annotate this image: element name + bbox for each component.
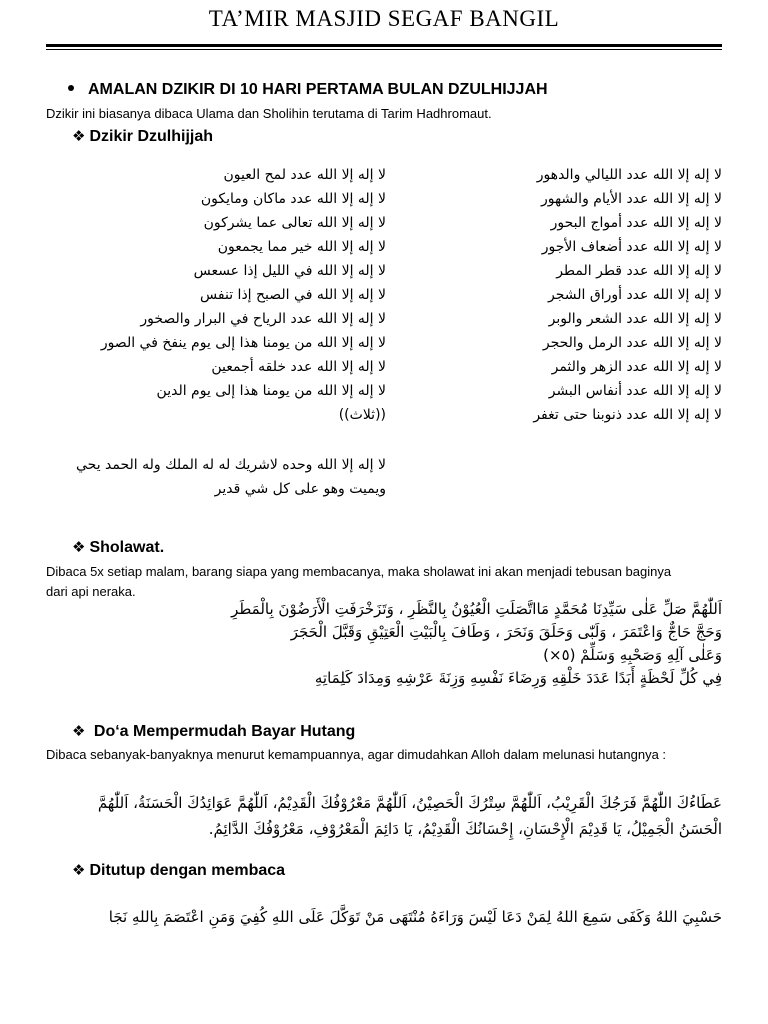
dzikir-line: لا إله إلا الله عدد الليالي والدهور bbox=[536, 167, 722, 183]
sholawat-line: وَحَجَّ حَاجٌّ وَاعْتَمَرَ ، وَلَبّٰى وَحَلَقَ وَنَحَرَ ، وَطَافَ بِالْبَيْتِ الْعَتِيْقِ وَقَبَّلَ الْحَجَرَ bbox=[290, 623, 722, 641]
dzikir-line: لا إله إلا الله عدد لمح العيون bbox=[223, 167, 386, 183]
sholawat-note bbox=[46, 562, 671, 602]
sholawat-line: اَللّٰهُمَّ صَلِّ عَلٰى سَيِّدِنَا مُحَمَّدٍ مَااتَّصَلَتِ الْعُيُوْنُ بِالنَّظَرِ ، وَتَزَخْرَفَتِ الْأَرَضُوْنَ بِالْمَطَرِ bbox=[231, 600, 722, 618]
dzikir-closing-line: لا إله إلا الله وحده لاشريك له له الملك وله الحمد يحي bbox=[76, 457, 386, 473]
dzikir-line: لا إله إلا الله عدد قطر المطر bbox=[556, 263, 722, 279]
dzikir-repeat-note: ((ثلاث)) bbox=[338, 407, 386, 423]
dzikir-left-column bbox=[86, 163, 386, 427]
dzikir-line: لا إله إلا الله عدد أمواج البحور bbox=[550, 215, 722, 231]
dzikir-line: لا إله إلا الله عدد خلقه أجمعين bbox=[211, 359, 386, 375]
note-line: Dibaca 5x setiap malam, barang siapa yang membacanya, maka sholawat ini akan menjadi tebusan baginya bbox=[46, 564, 672, 579]
diamond-bullet-icon: ❖ bbox=[72, 862, 86, 879]
dzikir-right-column bbox=[482, 163, 722, 427]
dzikir-closing bbox=[76, 453, 386, 501]
subheading-dzikir-dzulhijjah bbox=[72, 127, 213, 146]
diamond-bullet-icon: ❖ bbox=[72, 723, 86, 740]
doa-line: عَطَاءُكَ اللّٰهُمَّ فَرَجُكَ الْقَرِيْبُ، اَللّٰهُمَّ سِتْرُكَ الْحَصِيْنُ، اَللّٰهُمَّ مَعْرُوْفُكَ الْقَدِيْمُ، اَللّٰهُمَّ عَوَائِدُكَ الْحَسَنَةُ، اَللّٰهُمَّ bbox=[97, 794, 722, 812]
dzikir-line: لا إله إلا الله عدد ماكان ومايكون bbox=[200, 191, 386, 207]
section-note: Dzikir ini biasanya dibaca Ulama dan Sholihin terutama di Tarim Hadhromaut. bbox=[46, 106, 492, 121]
dzikir-line: لا إله إلا الله عدد ذنوبنا حتى تغفر bbox=[533, 407, 722, 423]
dzikir-line: لا إله إلا الله عدد الرياح في البرار والصخور bbox=[140, 311, 386, 327]
section-heading-text: Do‘a Mempermudah Bayar Hutang bbox=[93, 723, 356, 740]
doa-arabic bbox=[42, 790, 722, 842]
diamond-bullet-icon: ❖ bbox=[72, 128, 86, 145]
sholawat-line: فِي كُلِّ لَحْظَةٍ أَبَدًا عَدَدَ خَلْقِهِ وَرِضَاءَ نَفْسِهِ وَزِنَةَ عَرْشِهِ وَمِدَادَ كَلِمَاتِهِ bbox=[314, 669, 722, 687]
sholawat-line: وَعَلٰى آلِهِ وَصَحْبِهِ وَسَلِّمْ (٥×) bbox=[543, 646, 722, 664]
page-title: TA’MIR MASJID SEGAF BANGIL bbox=[208, 6, 560, 31]
subheading-text: Dzikir Dzulhijjah bbox=[89, 128, 214, 145]
dzikir-line: لا إله إلا الله عدد الزهر والثمر bbox=[551, 359, 722, 375]
section-heading-text: Sholawat. bbox=[89, 539, 165, 556]
dzikir-line: لا إله إلا الله من يومنا هذا إلى يوم الدين bbox=[156, 383, 386, 399]
doa-note: Dibaca sebanyak-banyaknya menurut kemampuannya, agar dimudahkan Alloh dalam melunasi hutangnya : bbox=[46, 747, 667, 762]
doa-line: الْحَسَنُ الْجَمِيْلُ، يَا قَدِيْمَ الْإِحْسَانِ، إِحْسَانُكَ الْقَدِيْمُ، يَا دَائِمَ الْمَعْرُوْفِ، مَعْرُوْفُكَ الدَّائِمُ. bbox=[208, 820, 722, 838]
section-heading-text: AMALAN DZIKIR DI 10 HARI PERTAMA BULAN DZULHIJJAH bbox=[88, 81, 548, 98]
section-heading-text: Ditutup dengan membaca bbox=[89, 862, 286, 879]
header-rule-thick bbox=[46, 44, 722, 47]
bullet-icon bbox=[68, 85, 74, 91]
note-line: dari api neraka. bbox=[46, 584, 136, 599]
diamond-bullet-icon: ❖ bbox=[72, 539, 86, 556]
dzikir-line: لا إله إلا الله عدد الشعر والوبر bbox=[548, 311, 722, 327]
dzikir-line: لا إله إلا الله في الصبح إذا تنفس bbox=[200, 287, 386, 303]
dzikir-line: لا إله إلا الله في الليل إذا عسعس bbox=[193, 263, 386, 279]
dzikir-closing-line: ويميت وهو على كل شي قدير bbox=[214, 481, 386, 497]
dzikir-line: لا إله إلا الله تعالى عما يشركون bbox=[203, 215, 386, 231]
dzikir-line: لا إله إلا الله من يومنا هذا إلى يوم ينفخ في الصور bbox=[100, 335, 386, 351]
penutup-arabic: حَسْبِيَ اللهُ وَكَفَى سَمِعَ اللهُ لِمَنْ دَعَا لَيْسَ وَرَاءَهُ مُنْتَهَى مَنْ تَوَكَّلَ عَلَى اللهِ كُفِيَ وَمَنِ اعْتَصَمَ بِاللهِ نَجَا bbox=[108, 908, 722, 926]
section-heading-sholawat bbox=[72, 538, 164, 557]
header-rule-thin bbox=[46, 49, 722, 50]
sholawat-arabic bbox=[42, 598, 722, 690]
dzikir-line: لا إله إلا الله عدد أضعاف الأجور bbox=[541, 239, 722, 255]
dzikir-line: لا إله إلا الله عدد أنفاس البشر bbox=[548, 383, 722, 399]
section-heading-penutup bbox=[72, 861, 285, 880]
section-heading-dzikir bbox=[68, 81, 548, 99]
section-heading-doa-hutang bbox=[72, 722, 355, 741]
dzikir-line: لا إله إلا الله عدد أوراق الشجر bbox=[547, 287, 722, 303]
dzikir-line: لا إله إلا الله خير مما يجمعون bbox=[217, 239, 386, 255]
dzikir-line: لا إله إلا الله عدد الأيام والشهور bbox=[540, 191, 722, 207]
dzikir-line: لا إله إلا الله عدد الرمل والحجر bbox=[542, 335, 722, 351]
